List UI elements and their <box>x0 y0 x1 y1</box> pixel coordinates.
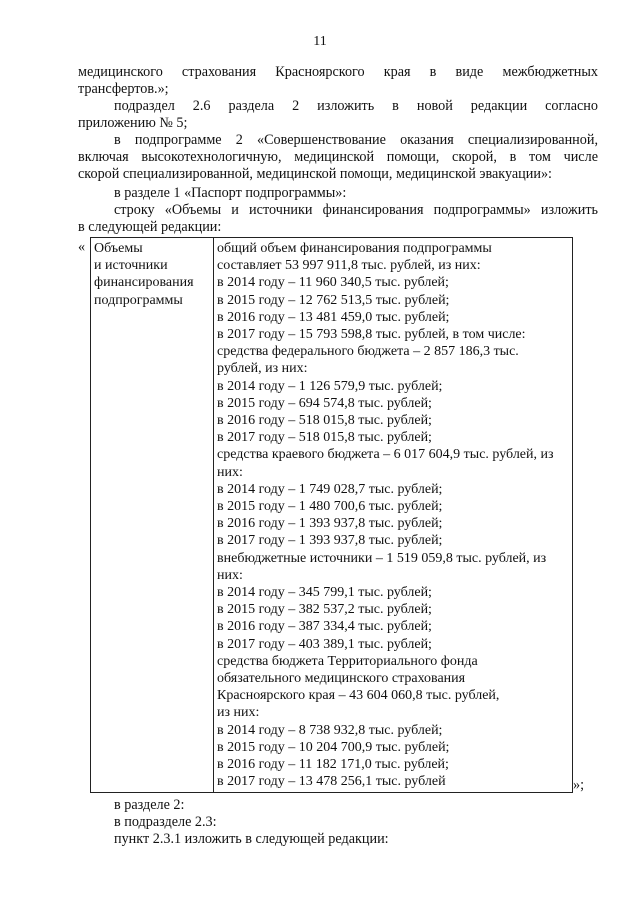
table-line: в 2017 году – 403 389,1 тыс. рублей; <box>217 636 432 652</box>
table-label-cell <box>94 240 212 309</box>
text-line: пункт 2.3.1 изложить в следующей редакции: <box>114 831 389 847</box>
table-line: в 2016 году – 1 393 937,8 тыс. рублей; <box>217 516 443 532</box>
table-line: общий объем финансирования подпрограммы <box>217 241 492 256</box>
table-line: них: <box>217 567 243 583</box>
opening-quote: « <box>78 239 86 255</box>
table-line: рублей, из них: <box>217 361 308 377</box>
funding-table <box>90 237 573 793</box>
table-line: в 2014 году – 1 749 028,7 тыс. рублей; <box>217 481 443 497</box>
table-line: в 2017 году – 518 015,8 тыс. рублей; <box>217 430 432 446</box>
table-line: в 2016 году – 387 334,4 тыс. рублей; <box>217 619 432 635</box>
text-line: медицинского страхования Красноярского края в виде межбюджетных <box>78 64 598 80</box>
table-line: в 2014 году – 11 960 340,5 тыс. рублей; <box>217 275 449 291</box>
table-line: средства федерального бюджета – 2 857 186,3 тыс. <box>217 344 519 360</box>
paragraph-1 <box>78 64 598 98</box>
text-line: подраздел 2.6 раздела 2 изложить в новой редакции согласно <box>114 98 598 114</box>
table-value-cell <box>217 240 570 791</box>
text-line: в подпрограмме 2 «Совершенствование оказания специализированной, <box>114 132 598 148</box>
text-line: в следующей редакции: <box>78 219 222 236</box>
text-line: в разделе 1 «Паспорт подпрограммы»: <box>114 185 347 201</box>
text-line: в разделе 2: <box>114 797 185 813</box>
table-line: и источники <box>94 258 168 274</box>
text-line: приложению № 5; <box>78 115 188 132</box>
table-line: них: <box>217 464 243 480</box>
table-line: Объемы <box>94 241 143 256</box>
table-line: в 2017 году – 13 478 256,1 тыс. рублей <box>217 774 446 790</box>
table-line: средства краевого бюджета – 6 017 604,9 тыс. рублей, из <box>217 447 554 463</box>
table-line: подпрограммы <box>94 292 183 308</box>
table-line: средства бюджета Территориального фонда <box>217 653 478 669</box>
table-line: составляет 53 997 911,8 тыс. рублей, из них: <box>217 258 481 274</box>
text-line: скорой специализированной, медицинской помощи, медицинской эвакуации»: <box>78 166 552 183</box>
table-column-divider <box>213 238 214 792</box>
paragraph-3 <box>78 132 598 184</box>
table-line: Красноярского края – 43 604 060,8 тыс. рублей, <box>217 688 500 704</box>
table-line: в 2015 году – 382 537,2 тыс. рублей; <box>217 602 432 618</box>
table-line: в 2015 году – 694 574,8 тыс. рублей; <box>217 395 432 411</box>
table-line: из них: <box>217 705 260 721</box>
table-line: в 2016 году – 11 182 171,0 тыс. рублей; <box>217 757 449 773</box>
page-number: 11 <box>313 34 327 49</box>
text-line: трансфертов.»; <box>78 81 169 98</box>
table-line: финансирования <box>94 275 194 291</box>
table-line: в 2017 году – 1 393 937,8 тыс. рублей; <box>217 533 443 549</box>
table-line: обязательного медицинского страхования <box>217 671 466 687</box>
paragraph-5 <box>78 202 598 236</box>
table-line: в 2014 году – 345 799,1 тыс. рублей; <box>217 585 432 601</box>
text-line: строку «Объемы и источники финансирования подпрограммы» изложить <box>114 202 598 218</box>
table-line: в 2014 году – 8 738 932,8 тыс. рублей; <box>217 722 443 738</box>
table-line: в 2016 году – 518 015,8 тыс. рублей; <box>217 413 432 429</box>
paragraph-4 <box>78 185 598 202</box>
table-line: в 2017 году – 15 793 598,8 тыс. рублей, в том числе: <box>217 327 526 343</box>
paragraph-2 <box>78 98 598 132</box>
closing-quote: »; <box>573 777 585 793</box>
table-line: в 2015 году – 1 480 700,6 тыс. рублей; <box>217 499 443 515</box>
table-line: в 2016 году – 13 481 459,0 тыс. рублей; <box>217 309 450 325</box>
text-line: включая высокотехнологичную, медицинской помощи, скорой, в том числе <box>78 149 598 166</box>
table-line: в 2015 году – 12 762 513,5 тыс. рублей; <box>217 292 450 308</box>
table-line: внебюджетные источники – 1 519 059,8 тыс. рублей, из <box>217 550 547 566</box>
table-line: в 2015 году – 10 204 700,9 тыс. рублей; <box>217 739 450 755</box>
table-line: в 2014 году – 1 126 579,9 тыс. рублей; <box>217 378 443 394</box>
text-line: в подразделе 2.3: <box>114 814 217 830</box>
